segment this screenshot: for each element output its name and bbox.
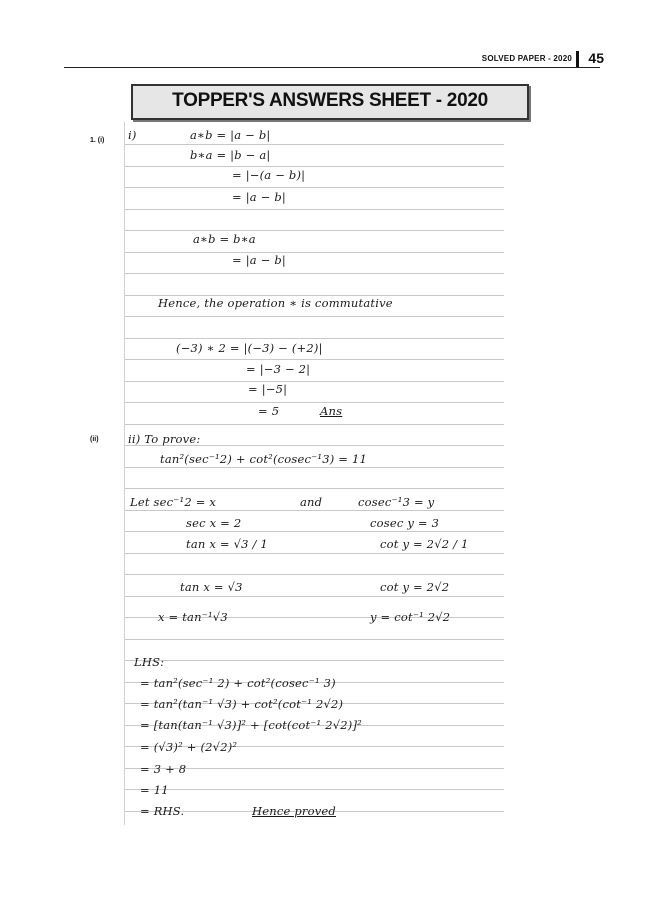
handwritten-line: = |a − b| bbox=[232, 253, 287, 267]
handwritten-line: = tan²(tan⁻¹ √3) + cot²(cot⁻¹ 2√2) bbox=[140, 697, 344, 711]
question-number-1i: 1. (i) bbox=[90, 137, 105, 144]
handwritten-line: tan x = √3 / 1 bbox=[186, 537, 268, 551]
handwritten-line: cot y = 2√2 bbox=[380, 580, 450, 594]
title-banner bbox=[131, 84, 529, 120]
handwritten-statement: tan²(sec⁻¹2) + cot²(cosec⁻¹3) = 11 bbox=[160, 452, 368, 466]
handwritten-line: tan x = √3 bbox=[180, 580, 243, 594]
ruled-line bbox=[124, 660, 504, 661]
question-number-1ii: (ii) bbox=[90, 436, 99, 443]
ruled-line bbox=[124, 144, 504, 145]
handwritten-line: = 11 bbox=[140, 783, 169, 797]
header-separator bbox=[576, 51, 579, 67]
ruled-line bbox=[124, 467, 504, 468]
handwritten-line: x = tan⁻¹√3 bbox=[158, 610, 228, 624]
handwritten-line: cosec y = 3 bbox=[370, 516, 440, 530]
part-i-marker: i) bbox=[128, 128, 137, 142]
header-rule bbox=[64, 67, 600, 68]
ruled-line bbox=[124, 187, 504, 188]
ruled-line bbox=[124, 574, 504, 575]
page-number: 45 bbox=[588, 50, 604, 66]
ruled-line bbox=[124, 510, 504, 511]
ruled-line bbox=[124, 230, 504, 231]
page-title: TOPPER'S ANSWERS SHEET - 2020 bbox=[172, 90, 488, 111]
handwritten-line: sec x = 2 bbox=[186, 516, 242, 530]
part-ii-marker: ii) To prove: bbox=[128, 432, 201, 446]
handwritten-line: Hence, the operation ∗ is commutative bbox=[158, 296, 393, 310]
ruled-line bbox=[124, 639, 504, 640]
ruled-line bbox=[124, 402, 504, 403]
header-label: SOLVED PAPER - 2020 bbox=[481, 54, 572, 63]
running-header bbox=[64, 52, 604, 68]
handwritten-line: a∗b = b∗a bbox=[193, 232, 256, 246]
ruled-line bbox=[124, 596, 504, 597]
handwritten-line: cot y = 2√2 / 1 bbox=[380, 537, 469, 551]
handwritten-conclusion: Hence proved bbox=[252, 804, 336, 818]
handwritten-line: Let sec⁻¹2 = x bbox=[130, 495, 217, 509]
ruled-line bbox=[124, 338, 504, 339]
handwritten-line: = [tan(tan⁻¹ √3)]² + [cot(cot⁻¹ 2√2)]² bbox=[140, 718, 362, 732]
handwritten-line: y = cot⁻¹ 2√2 bbox=[370, 610, 451, 624]
ruled-line bbox=[124, 273, 504, 274]
ruled-line bbox=[124, 316, 504, 317]
ruled-line bbox=[124, 359, 504, 360]
handwritten-line: = |−(a − b)| bbox=[232, 168, 306, 182]
margin-line bbox=[124, 122, 125, 825]
ruled-line bbox=[124, 209, 504, 210]
handwritten-line: = |−3 − 2| bbox=[246, 362, 311, 376]
ruled-line bbox=[124, 531, 504, 532]
handwritten-line: cosec⁻¹3 = y bbox=[358, 495, 435, 509]
handwritten-line: = RHS. bbox=[140, 804, 185, 818]
handwritten-line: = 5 bbox=[258, 404, 280, 418]
handwritten-line: = |−5| bbox=[248, 382, 288, 396]
ruled-line bbox=[124, 488, 504, 489]
handwritten-line: = |a − b| bbox=[232, 190, 287, 204]
ruled-line bbox=[124, 789, 504, 790]
handwritten-line: = 3 + 8 bbox=[140, 762, 187, 776]
ruled-line bbox=[124, 553, 504, 554]
handwritten-line: LHS: bbox=[134, 655, 165, 669]
handwritten-line: = (√3)² + (2√2)² bbox=[140, 740, 238, 754]
handwritten-line: b∗a = |b − a| bbox=[190, 148, 271, 162]
handwritten-line: (−3) ∗ 2 = |(−3) − (+2)| bbox=[176, 341, 323, 355]
handwritten-answer-mark: Ans bbox=[320, 404, 343, 418]
ruled-line bbox=[124, 381, 504, 382]
handwritten-line: a∗b = |a − b| bbox=[190, 128, 271, 142]
ruled-line bbox=[124, 166, 504, 167]
handwritten-line: and bbox=[300, 495, 323, 509]
ruled-line bbox=[124, 252, 504, 253]
ruled-line bbox=[124, 424, 504, 425]
handwritten-line: = tan²(sec⁻¹ 2) + cot²(cosec⁻¹ 3) bbox=[140, 676, 336, 690]
